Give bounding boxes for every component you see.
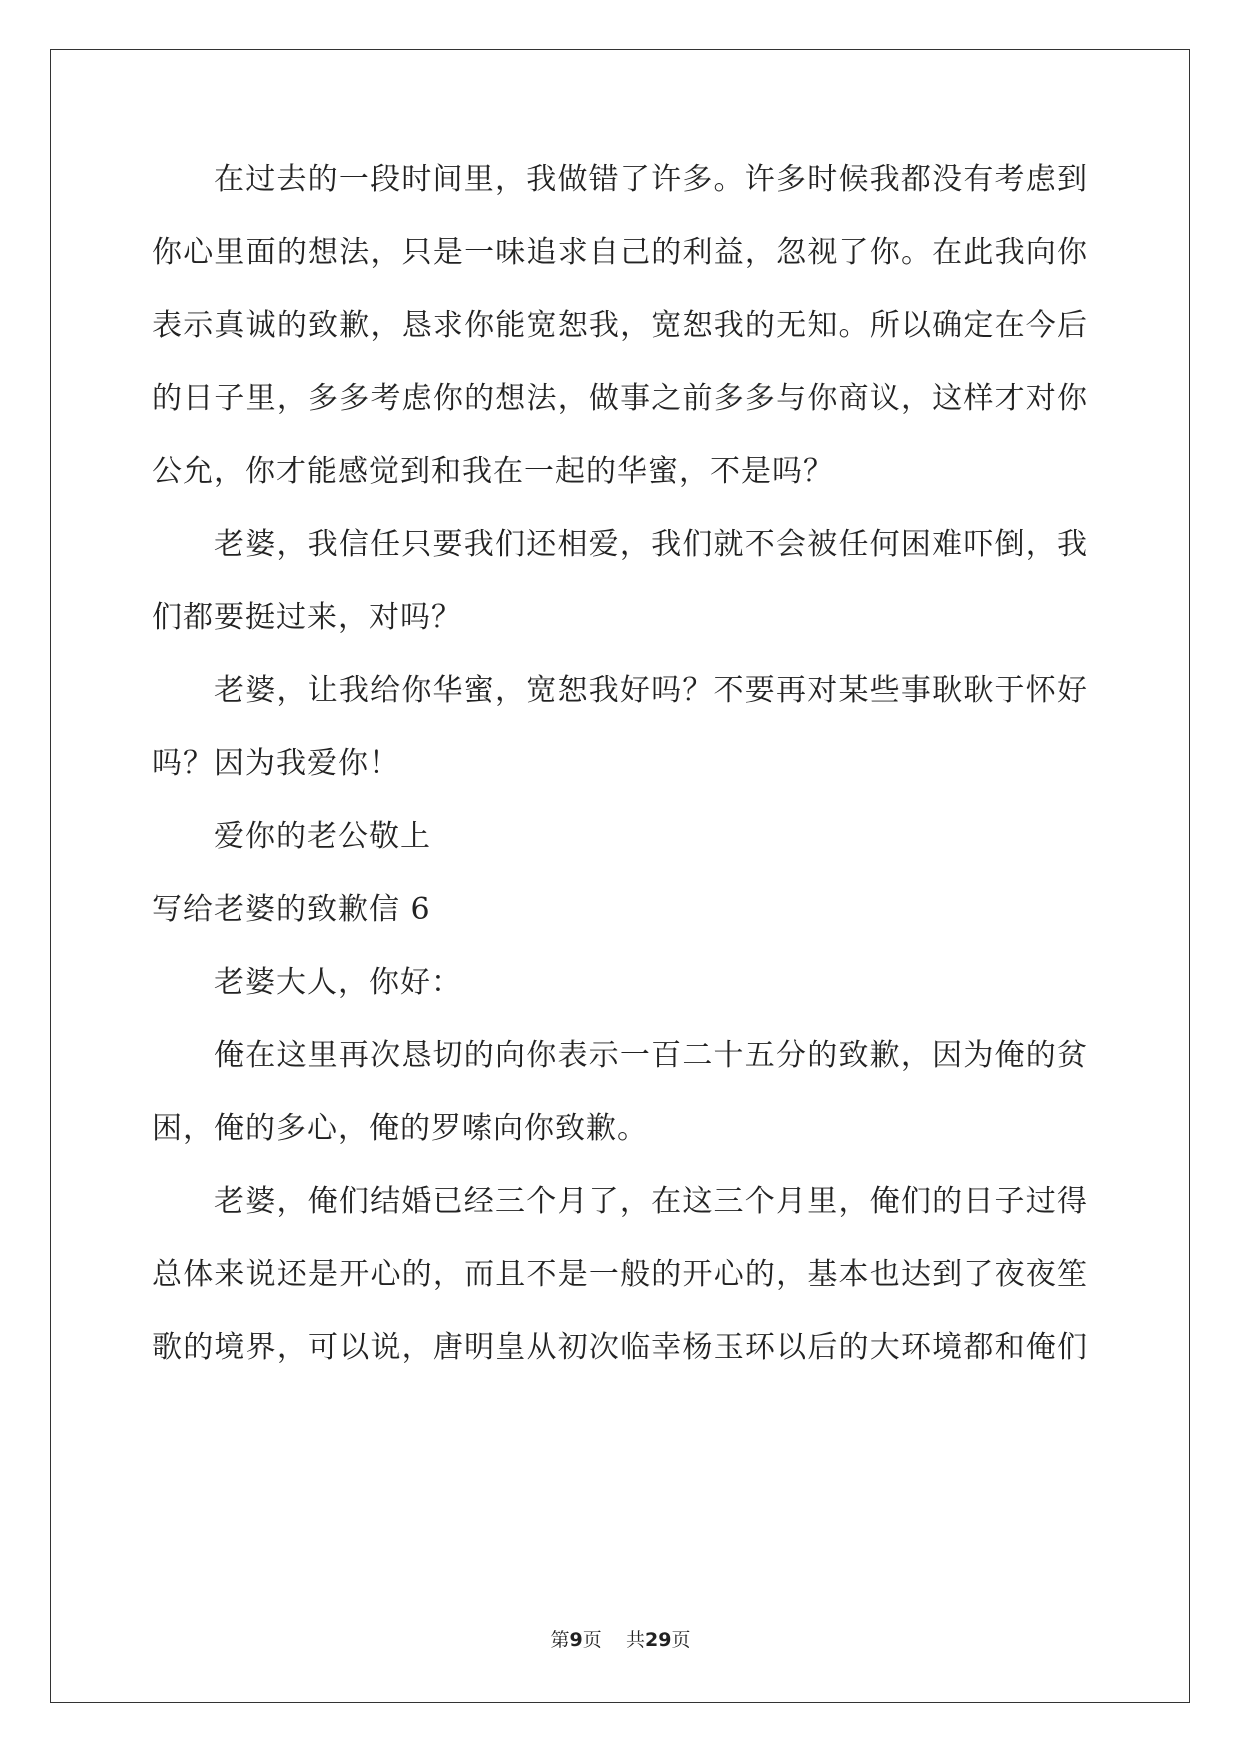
paragraph-line: 总体来说还是开心的，而且不是一般的开心的，基本也达到了夜夜笙 xyxy=(152,1257,1088,1292)
footer-page-unit: 页 xyxy=(582,1629,602,1651)
paragraph-line: 歌的境界，可以说，唐明皇从初次临幸杨玉环以后的大环境都和俺们 xyxy=(152,1330,1088,1365)
page-footer xyxy=(0,1628,1241,1652)
footer-total-prefix: 共 xyxy=(625,1629,645,1651)
footer-prefix: 第 xyxy=(550,1629,570,1651)
salutation-line: 老婆大人，你好： xyxy=(214,965,462,1000)
paragraph-line: 的日子里，多多考虑你的想法，做事之前多多与你商议，这样才对你 xyxy=(152,381,1088,416)
signature-line: 爱你的老公敬上 xyxy=(214,819,431,854)
paragraph-line: 俺在这里再次恳切的向你表示一百二十五分的致歉，因为俺的贫 xyxy=(214,1038,1088,1073)
paragraph-line: 表示真诚的致歉，恳求你能宽恕我，宽恕我的无知。所以确定在今后 xyxy=(152,308,1088,343)
paragraph-line: 老婆，我信任只要我们还相爱，我们就不会被任何困难吓倒，我 xyxy=(214,527,1088,562)
footer-total-unit: 页 xyxy=(671,1629,691,1651)
section-heading: 写给老婆的致歉信 6 xyxy=(152,892,431,927)
page-border xyxy=(50,49,1190,1703)
paragraph-line: 们都要挺过来，对吗？ xyxy=(152,600,462,635)
paragraph-line: 在过去的一段时间里，我做错了许多。许多时候我都没有考虑到 xyxy=(214,162,1088,197)
current-page-number: 9 xyxy=(569,1629,583,1651)
paragraph-line: 老婆，让我给你华蜜，宽恕我好吗？不要再对某些事耿耿于怀好 xyxy=(214,673,1088,708)
paragraph-line: 你心里面的想法，只是一味追求自己的利益，忽视了你。在此我向你 xyxy=(152,235,1088,270)
paragraph-line: 老婆，俺们结婚已经三个月了，在这三个月里，俺们的日子过得 xyxy=(214,1184,1088,1219)
total-page-count: 29 xyxy=(644,1629,672,1651)
paragraph-line: 吗？因为我爱你！ xyxy=(152,746,400,781)
paragraph-line: 公允，你才能感觉到和我在一起的华蜜，不是吗？ xyxy=(152,454,834,489)
paragraph-line: 困，俺的多心，俺的罗嗦向你致歉。 xyxy=(152,1111,648,1146)
